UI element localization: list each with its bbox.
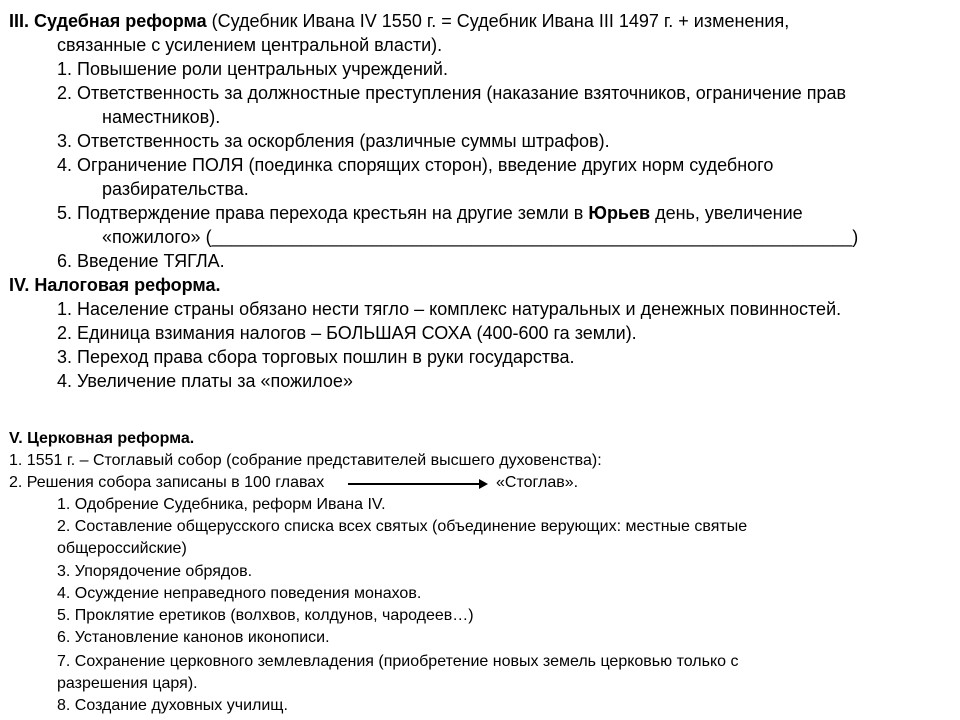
s3-item-5-post: день, увеличение	[650, 203, 803, 223]
s5-item-7: 7. Сохранение церковного землевладения (приобретение новых земель церковью только с	[57, 653, 739, 670]
section-3-heading	[9, 12, 789, 30]
s5-item-2-cont: общероссийские)	[57, 540, 187, 557]
s3-item-5	[57, 204, 803, 222]
s3-item-4-cont: разбирательства.	[102, 179, 249, 199]
s5-item-3: 3. Упорядочение обрядов.	[57, 563, 253, 580]
s5-item-6: 6. Установление канонов иконописи.	[57, 629, 330, 646]
s3-item-6: 6. Введение ТЯГЛА.	[57, 251, 225, 271]
s4-item-1: 1. Население страны обязано нести тягло – комплекс натуральных и денежных повинностей.	[57, 299, 842, 319]
s5-item-2: 2. Составление общерусского списка всех святых (объединение верующих: местные святые	[57, 518, 748, 535]
s3-item-5-bold: Юрьев	[588, 203, 651, 223]
s5-line-1: 1. 1551 г. – Стоглавый собор (собрание представителей высшего духовенства):	[9, 452, 602, 469]
right-arrow-icon	[348, 483, 480, 485]
s5-item-1: 1. Одобрение Судебника, реформ Ивана IV.	[57, 496, 386, 513]
s3-item-5-cont: «пожилого» (________________________________________________________________)	[102, 227, 859, 247]
s5-line-2: 2. Решения собора записаны в 100 главах	[9, 474, 325, 491]
section-3-subtitle: (Судебник Ивана IV 1550 г. = Судебник Ивана III 1497 г. + изменения,	[206, 11, 790, 31]
s5-item-7-cont: разрешения царя).	[57, 675, 198, 692]
s5-item-4: 4. Осуждение неправедного поведения монахов.	[57, 585, 422, 602]
section-3-subtitle-cont: связанные с усилением центральной власти).	[57, 35, 443, 55]
s3-item-1: 1. Повышение роли центральных учреждений.	[57, 59, 448, 79]
s4-item-4: 4. Увеличение платы за «пожилое»	[57, 371, 353, 391]
s4-item-3: 3. Переход права сбора торговых пошлин в руки государства.	[57, 347, 575, 367]
section-5-heading: V. Церковная реформа.	[9, 430, 195, 447]
s5-item-8: 8. Создание духовных училищ.	[57, 697, 288, 714]
s3-item-2: 2. Ответственность за должностные преступления (наказание взяточников, ограничение прав	[57, 83, 847, 103]
s3-item-5-pre: 5. Подтверждение права перехода крестьян на другие земли в	[57, 203, 589, 223]
section-3-title: III. Судебная реформа	[9, 11, 207, 31]
s3-item-3: 3. Ответственность за оскорбления (различные суммы штрафов).	[57, 131, 610, 151]
s5-line-2-result: «Стоглав».	[496, 474, 579, 491]
s3-item-4: 4. Ограничение ПОЛЯ (поединка спорящих сторон), введение других норм судебного	[57, 155, 774, 175]
section-4-heading: IV. Налоговая реформа.	[9, 275, 221, 295]
s5-item-5: 5. Проклятие еретиков (волхвов, колдунов, чародеев…)	[57, 607, 474, 624]
s3-item-2-cont: наместников).	[102, 107, 221, 127]
s4-item-2: 2. Единица взимания налогов – БОЛЬШАЯ СОХА (400-600 га земли).	[57, 323, 637, 343]
